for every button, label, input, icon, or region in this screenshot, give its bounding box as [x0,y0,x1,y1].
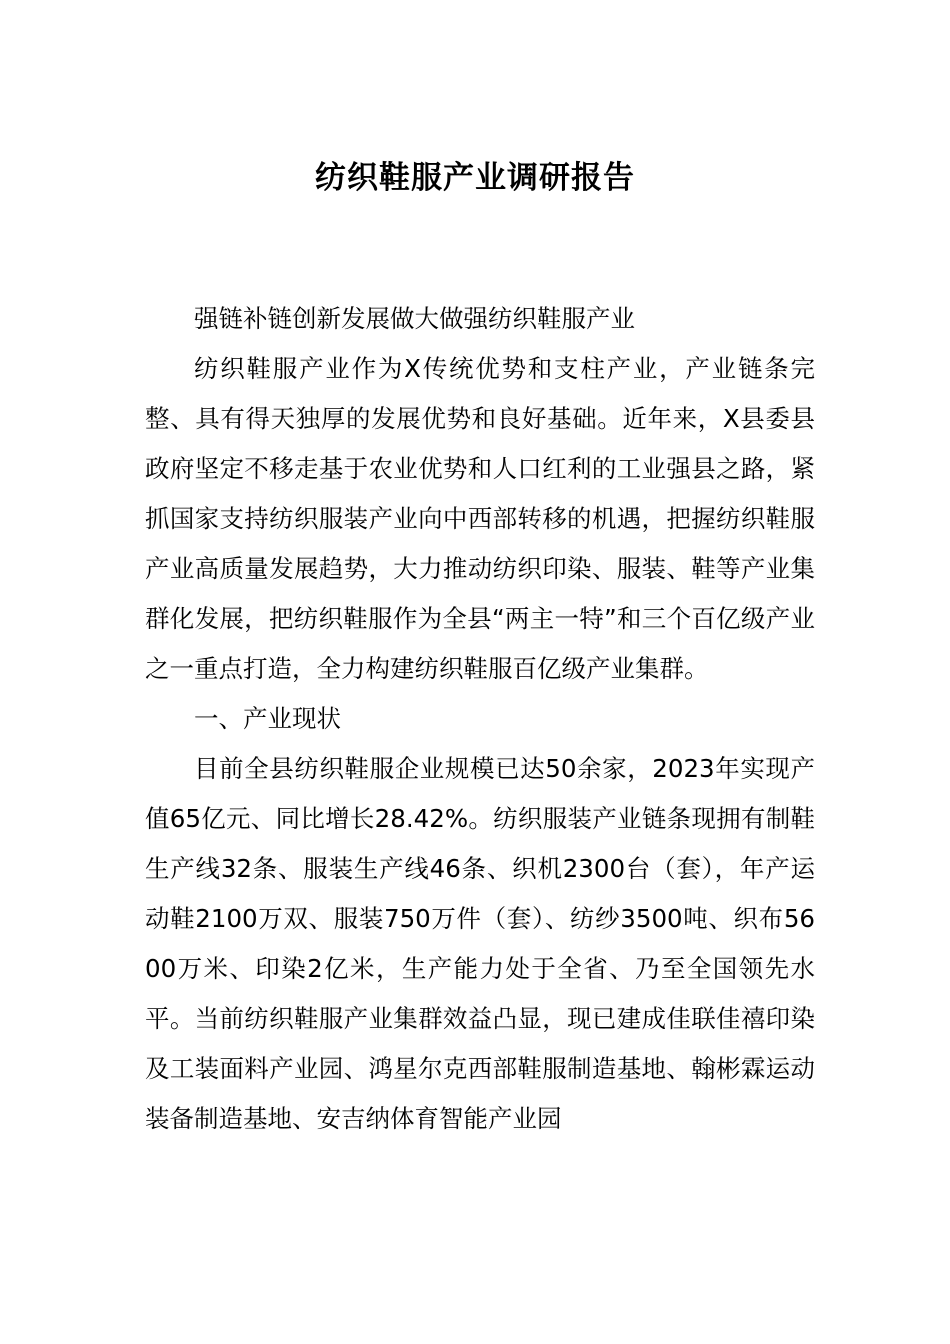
document-title: 纺织鞋服产业调研报告 [315,160,635,196]
subtitle-paragraph: 强链补链创新发展做大做强纺织鞋服产业 [194,304,635,333]
status-paragraph: 目前全县纺织鞋服企业规模已达50余家，2023年实现产值65亿元、同比增长28.42%。纺织服装产业链条现拥有制鞋生产线32条、服装生产线46条、织机2300台（套），年产运动鞋2100万双、服装750万件（套）、纺纱3500吨、织布5600万米、印染2亿米，生产能力处于全省、乃至全国领先水平。当前纺织鞋服产业集群效益凸显，现已建成佳联佳禧印染及工装面料产业园、鸿星尔克西部鞋服制造基地、翰彬霖运动装备制造基地、安吉纳体育智能产业园 [145,754,815,1133]
section-heading: 一、产业现状 [194,704,341,733]
document-body [145,294,815,1144]
intro-paragraph: 纺织鞋服产业作为X传统优势和支柱产业，产业链条完整、具有得天独厚的发展优势和良好基础。近年来，X县委县政府坚定不移走基于农业优势和人口红利的工业强县之路，紧抓国家支持纺织服装产业向中西部转移的机遇，把握纺织鞋服产业高质量发展趋势，大力推动纺织印染、服装、鞋等产业集群化发展，把纺织鞋服作为全县“两主一特”和三个百亿级产业之一重点打造，全力构建纺织鞋服百亿级产业集群。 [145,354,815,683]
